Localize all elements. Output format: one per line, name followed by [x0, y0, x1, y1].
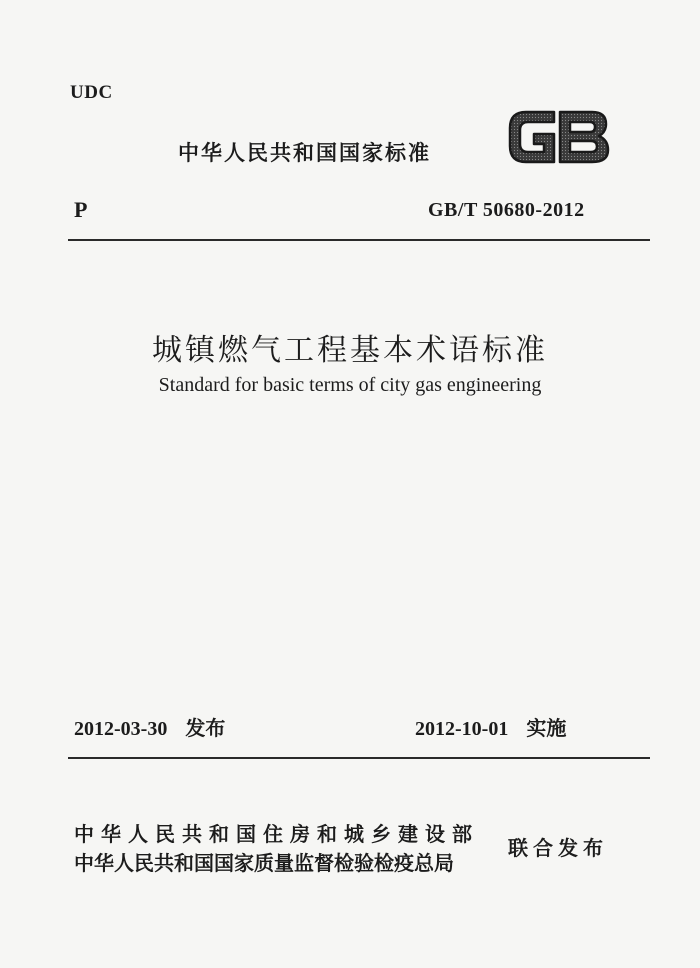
header-divider — [68, 239, 650, 241]
issue-date-group — [74, 712, 225, 741]
issue-label: 发布 — [185, 716, 226, 740]
issue-date: 2012-03-30 — [74, 718, 168, 740]
issuer-administration: 中华人民共和国国家质量监督检验检疫总局 — [74, 851, 454, 875]
national-standard-heading: 中华人民共和国国家标准 — [178, 141, 431, 165]
effective-label: 实施 — [526, 716, 567, 740]
joint-issue-label: 联合发布 — [508, 836, 608, 860]
effective-date-group — [415, 712, 566, 741]
effective-date: 2012-10-01 — [415, 718, 509, 740]
title-english: Standard for basic terms of city gas engineering — [158, 374, 542, 396]
gb-logo-icon — [504, 104, 612, 170]
title-chinese: 城镇燃气工程基本术语标准 — [152, 333, 548, 368]
standard-number: GB/T 50680-2012 — [428, 199, 585, 221]
udc-label: UDC — [70, 82, 113, 103]
issuer-ministry: 中华人民共和国住房和城乡建设部 — [74, 822, 479, 846]
category-code: P — [74, 197, 88, 222]
footer-divider — [68, 757, 650, 759]
